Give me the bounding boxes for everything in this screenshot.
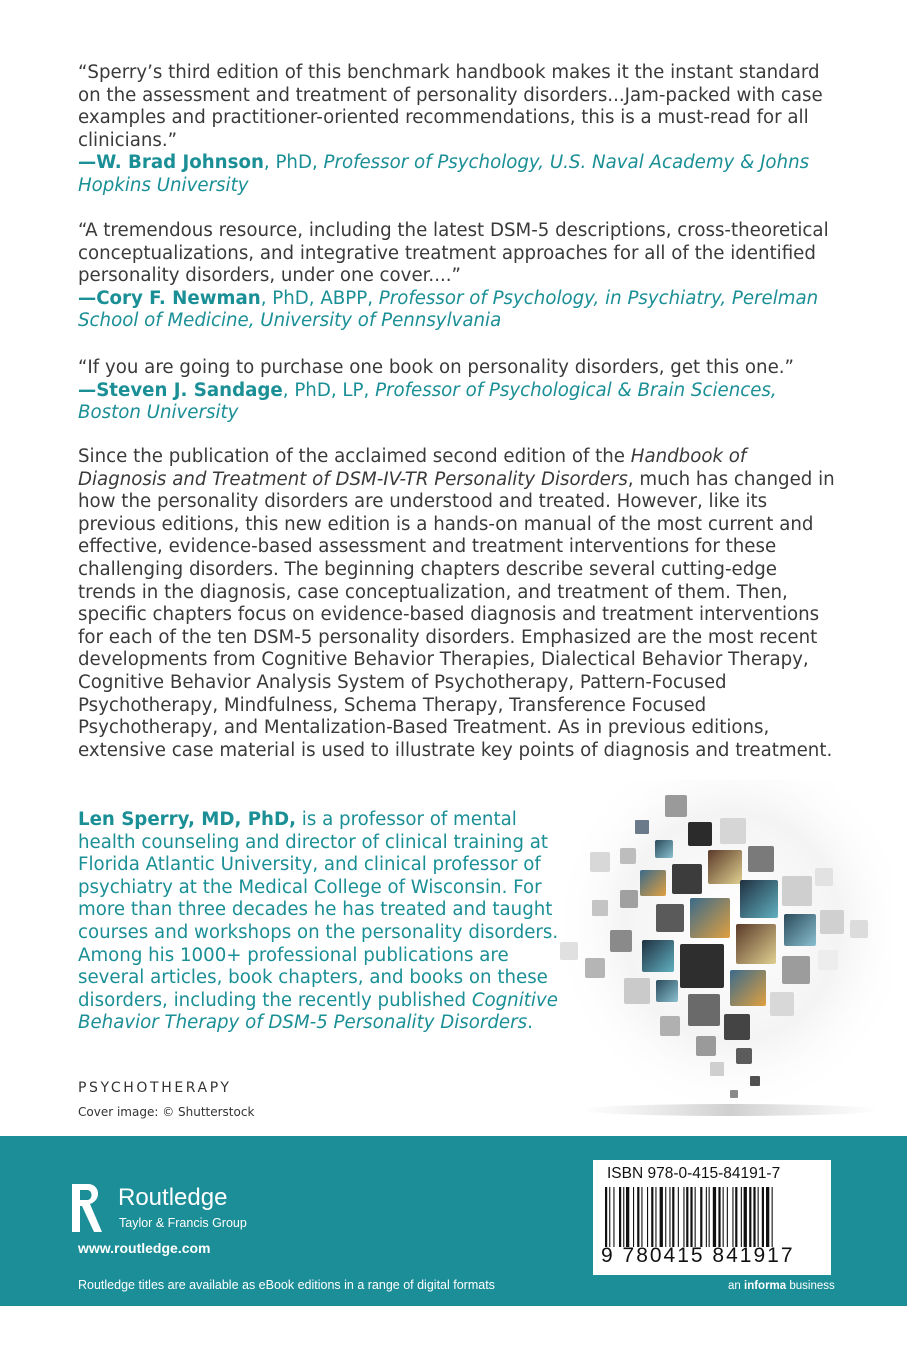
informa-tagline — [728, 1280, 835, 1292]
subject-category: PSYCHOTHERAPY — [78, 1080, 232, 1096]
author-bio-end: . — [527, 1012, 533, 1034]
author-bio — [78, 809, 578, 1035]
author-book-title: Cognitive Behavior Therapy of DSM-5 Personality Disorders — [78, 989, 558, 1034]
previous-edition-title: Handbook of Diagnosis and Treatment of DSM-IV-TR Personality Disorders — [78, 446, 747, 490]
endorser-name: —Steven J. Sandage — [78, 379, 283, 401]
isbn-label: ISBN 978-0-415-84191-7 — [607, 1165, 781, 1182]
endorser-credentials: , PhD, LP, — [282, 379, 376, 401]
publisher-group: Taylor & Francis Group — [119, 1216, 247, 1230]
endorser-position: Professor of Psychology, in Psychiatry, Perelman School of Medicine, University of Pennsylvania — [78, 287, 819, 332]
endorser-credentials: , PhD, — [263, 152, 324, 174]
endorsement-text: “Sperry’s third edition of this benchmark handbook makes it the instant standard on the assessment and treatment of personality disorders...Jam-packed with case examples and practitioner-oriented recommendations, this is a must-read for all clinicians.” — [78, 62, 823, 151]
barcode-icon — [605, 1187, 819, 1247]
endorser-position: Professor of Psychological & Brain Sciences, Boston University — [78, 379, 777, 424]
endorsement-attribution — [78, 288, 818, 332]
endorsement-text: “If you are going to purchase one book on personality disorders, get this one.” — [78, 357, 794, 378]
informa-brand: informa — [744, 1280, 787, 1292]
endorsement-attribution — [78, 152, 809, 196]
cover-image-credit: Cover image: © Shutterstock — [78, 1105, 255, 1119]
endorser-credentials: , PhD, ABPP, — [260, 287, 379, 309]
endorser-name: —Cory F. Newman — [78, 287, 261, 309]
endorsement-text: “A tremendous resource, including the latest DSM-5 descriptions, cross-theoretical conceptualizations, and integrative treatment approaches for all of the identified personality disorders, under one cover....” — [78, 220, 829, 287]
author-bio-text: is a professor of mental health counseling and director of clinical training at Florida Atlantic University, and clinical professor of psychiatry at the Medical College of Wisconsin. For more than three decades he has treated and taught courses and workshops on the personality disorders. Among his 1000+ professional publications are several articles, book chapters, and books on these disorders, including the recently published — [78, 809, 559, 1011]
endorsement-2 — [78, 220, 838, 333]
informa-prefix: an — [728, 1280, 744, 1292]
barcode-digits: 9 780415 841917 — [601, 1244, 795, 1267]
description-text-2: , much has changed in how the personality disorders are understood and treated. However, like its previous editions, this new edition is a hands-on manual of the most current and effective, evidence-based assessment and treatment interventions for these challenging disorders. The beginning chapters describe several cutting-edge trends in the diagnosis, case conceptualization, and treatment of them. Then, specific chapters focus on evidence-based diagnosis and treatment interventions for each of the ten DSM-5 personality disorders. Emphasized are the most recent developments from Cognitive Behavior Therapies, Dialectical Behavior Therapy, Cognitive Behavior Analysis System of Psychotherapy, Pattern-Focused Psychotherapy, Mindfulness, Schema Therapy, Transference Focused Psychotherapy, and Mentalization-Based Treatment. As in previous editions, extensive case material is used to illustrate key points of diagnosis and treatment. — [78, 468, 835, 761]
endorsement-attribution — [78, 380, 777, 424]
isbn-barcode-box — [593, 1160, 831, 1275]
author-name: Len Sperry — [78, 809, 189, 830]
endorsement-1 — [78, 62, 838, 198]
endorser-name: —W. Brad Johnson — [78, 152, 264, 174]
publisher-website[interactable]: www.routledge.com — [78, 1240, 211, 1256]
author-credentials: , MD, PhD, — [188, 809, 297, 830]
routledge-logo-icon — [68, 1180, 108, 1236]
book-description — [78, 446, 838, 762]
endorser-position: Professor of Psychology, U.S. Naval Academy & Johns Hopkins University — [78, 152, 810, 196]
description-text-1: Since the publication of the acclaimed second edition of the — [78, 446, 631, 467]
endorsement-3 — [78, 357, 838, 425]
cover-artwork — [560, 780, 890, 1130]
publisher-name: Routledge — [118, 1184, 228, 1211]
ebook-note: Routledge titles are available as eBook editions in a range of digital formats — [78, 1278, 495, 1292]
informa-suffix: business — [786, 1280, 835, 1292]
